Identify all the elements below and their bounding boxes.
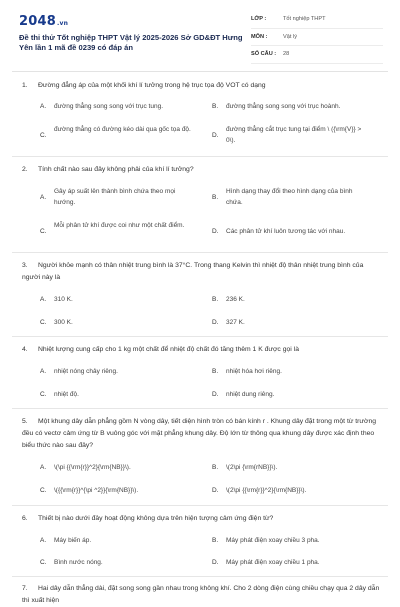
q5-option-a[interactable] [40,462,194,473]
option-text: Gây áp suất lên thành bình chứa theo mọi hướng. [54,188,176,206]
option-letter: C. [40,319,47,326]
q1-option-c[interactable] [40,124,194,141]
option-letter: B. [212,537,219,544]
meta-value: 28 [283,51,290,58]
question-4-text [22,344,382,356]
q2-option-d[interactable] [212,226,366,237]
q4-option-c[interactable] [40,389,194,400]
option-letter: A. [40,368,47,375]
meta-value: Vật lý [283,33,297,40]
option-letter: A. [40,194,47,201]
option-text: nhiệt dung riêng. [226,391,275,398]
question-6-text [22,513,382,525]
option-letter: D. [212,228,219,235]
option-text: đường thẳng cắt trục tung tại điểm \ ({\rm{V}} > 0\). [226,126,362,144]
q1-option-d[interactable] [212,124,366,146]
option-letter: A. [40,537,47,544]
q5-option-d[interactable] [212,485,366,496]
exam-meta [251,11,383,64]
question-5-text [22,416,382,453]
question-number: 2. [22,166,28,173]
q5-option-c[interactable] [40,485,194,496]
option-text: đường thẳng song song với trục hoành. [226,103,341,110]
meta-value: Tốt nghiệp THPT [283,16,326,23]
option-text: Các phân tử khí luôn tương tác với nhau. [226,228,346,235]
option-letter: D. [212,487,219,494]
question-divider [12,576,388,577]
option-letter: B. [212,464,219,471]
option-letter: A. [40,464,47,471]
q6-option-a[interactable] [40,535,194,546]
option-text: \(2\pi {{\rm{r}}^2}{\rm{NB}}\). [226,487,307,494]
option-text: Bình nước nóng. [54,559,103,566]
meta-key: SỐ CÂU : [251,51,277,58]
header-divider [12,71,388,72]
option-text: \(2\pi {\rm{rNB}}\). [226,464,278,471]
option-letter: B. [212,194,219,201]
question-number: 4. [22,346,28,353]
option-text: 327 K. [226,319,245,326]
question-stem: Tính chất nào sau đây không phải của khí lí tưởng? [38,166,194,173]
option-letter: B. [212,368,219,375]
question-3-text [22,260,382,284]
page-header [0,0,400,70]
q4-option-b[interactable] [212,366,366,377]
option-letter: B. [212,296,219,303]
option-text: Máy biến áp. [54,537,92,544]
q3-option-b[interactable] [212,294,366,305]
question-divider [12,252,388,253]
option-text: nhiệt nóng chảy riêng. [54,368,118,375]
meta-key: LỚP : [251,16,267,23]
option-letter: C. [40,228,47,235]
q2-option-c[interactable] [40,220,194,237]
q6-option-d[interactable] [212,557,366,568]
question-number: 3. [22,262,28,269]
site-logo[interactable] [19,14,68,29]
option-letter: A. [40,103,47,110]
q1-option-a[interactable] [40,101,194,112]
q6-option-c[interactable] [40,557,194,568]
option-text: 300 K. [54,319,73,326]
q6-option-b[interactable] [212,535,366,546]
option-letter: D. [212,391,219,398]
option-text: 310 K. [54,296,73,303]
q3-option-a[interactable] [40,294,194,305]
question-stem: Nhiệt lượng cung cấp cho 1 kg một chất để nhiệt độ chất đó tăng thêm 1 K được gọi là [38,346,299,353]
question-divider [12,505,388,506]
question-divider [12,408,388,409]
question-stem: Người khỏe mạnh có thân nhiệt trung bình là 37°C. Trong thang Kelvin thì nhiệt độ thân nhiệt trung bình của người này là [22,262,364,282]
question-1-text [22,80,382,92]
option-letter: C. [40,487,47,494]
q2-option-b[interactable] [212,186,366,208]
option-text: đường thẳng có đường kéo dài qua gốc tọa độ. [54,126,191,133]
question-stem: Đường đẳng áp của một khối khí lí tưởng trong hệ trục tọa độ VOT có dạng [38,82,266,89]
option-letter: C. [40,132,47,139]
meta-row-count [251,46,383,64]
logo-suffix: .vn [56,20,69,27]
option-text: Máy phát điện xoay chiều 3 pha. [226,537,320,544]
question-2-text [22,164,382,176]
option-letter: C. [40,391,47,398]
meta-key: MÔN : [251,33,268,40]
question-stem: Một khung dây dẫn phẳng gồm N vòng dây, tiết diện hình tròn có bán kính r . Khung dây đặt trong một từ trường đều có vectơ cảm ứng từ B vuông góc với mặt phẳng khung dây. Độ lớn từ thông qua khung dây được xác định theo biểu thức nào sau đây? [22,418,376,450]
question-number: 5. [22,418,28,425]
q3-option-d[interactable] [212,317,366,328]
option-text: Máy phát điện xoay chiều 1 pha. [226,559,320,566]
option-letter: D. [212,559,219,566]
q2-option-a[interactable] [40,186,194,208]
option-letter: D. [212,132,219,139]
option-text: \(\pi {{\rm{r}}^2}{\rm{NB}}\). [54,464,131,471]
logo-text: 2048 [19,14,56,29]
meta-row-subject [251,29,383,47]
question-number: 6. [22,515,28,522]
option-letter: D. [212,319,219,326]
q5-option-b[interactable] [212,462,366,473]
option-letter: A. [40,296,47,303]
q4-option-a[interactable] [40,366,194,377]
q3-option-c[interactable] [40,317,194,328]
meta-row-class [251,11,383,29]
option-text: Mỗi phân tử khí được coi như một chất điểm. [54,222,185,229]
question-stem: Thiết bị nào dưới đây hoạt động không dựa trên hiện tượng cảm ứng điện từ? [38,515,274,522]
option-text: nhiệt độ. [54,391,79,398]
question-number: 7. [22,585,28,592]
option-text: 236 K. [226,296,245,303]
question-number: 1. [22,82,28,89]
q4-option-d[interactable] [212,389,366,400]
option-text: đường thẳng song song với trục tung. [54,103,163,110]
option-text: nhiệt hóa hơi riêng. [226,368,282,375]
option-letter: C. [40,559,47,566]
option-text: Hình dạng thay đổi theo hình dạng của bình chứa. [226,188,353,206]
exam-title: Đề thi thử Tốt nghiệp THPT Vật lý 2025-2026 Sở GD&ĐT Hưng Yên lần 1 mã đề 0239 có đáp án [19,33,243,53]
question-7-text [22,583,382,607]
option-text: \({{\rm{r}}^{\pi ^2}}{\rm{NB}}\). [54,487,139,494]
q1-option-b[interactable] [212,101,366,112]
question-divider [12,156,388,157]
option-letter: B. [212,103,219,110]
question-divider [12,336,388,337]
question-stem: Hai dây dẫn thẳng dài, đặt song song gần nhau trong không khí. Cho 2 dòng điện cùng chiều chạy qua 2 dây dẫn thì xuất hiện [22,585,380,605]
